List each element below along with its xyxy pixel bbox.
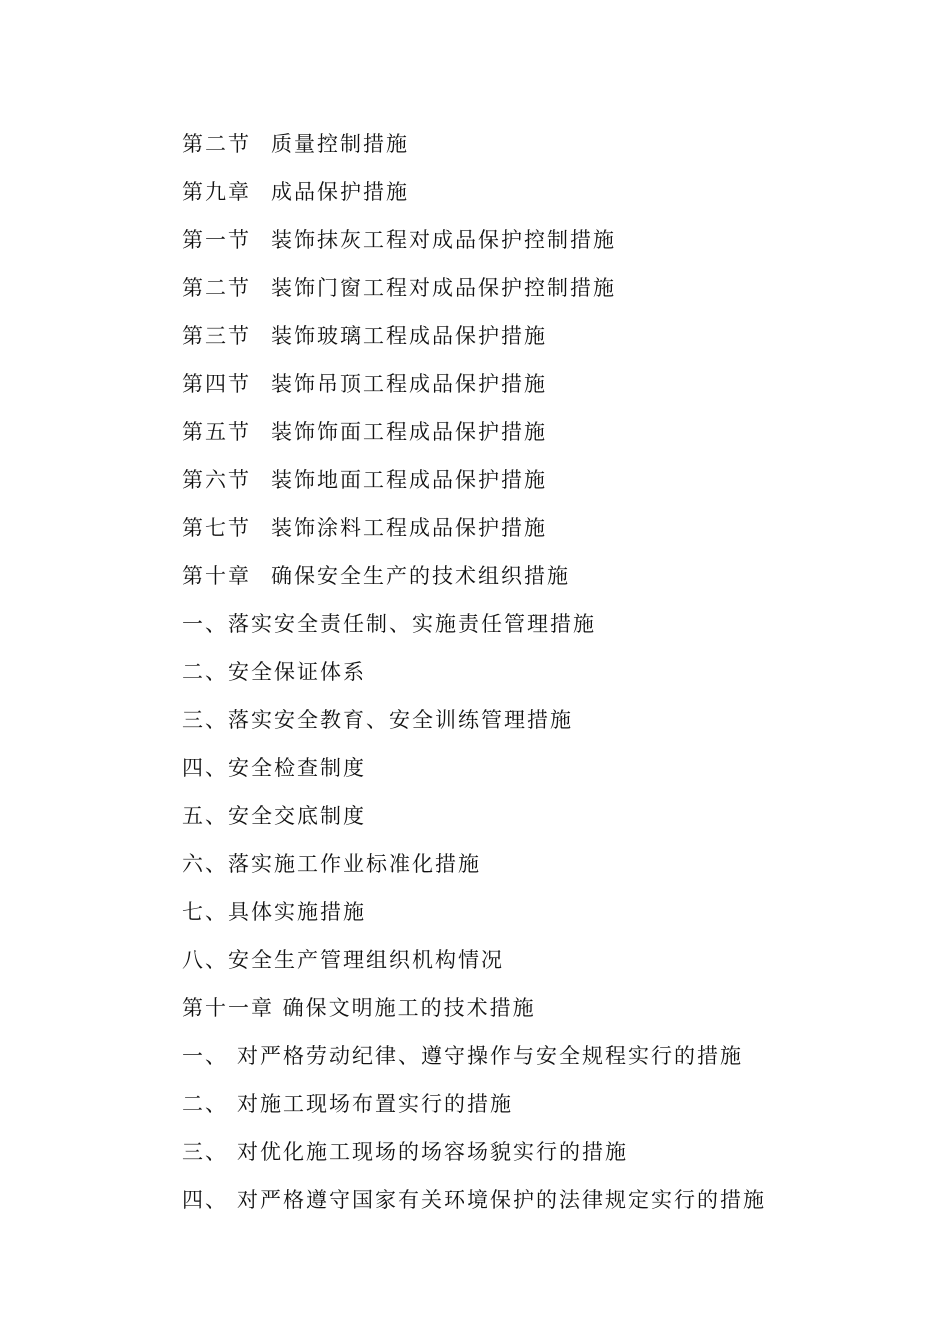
toc-entry-title: 装饰玻璃工程成品保护措施 — [271, 324, 547, 348]
toc-entry-number: 第六节 — [182, 468, 251, 492]
toc-entry — [182, 846, 882, 894]
toc-entry — [182, 750, 882, 798]
toc-entry — [182, 702, 882, 750]
toc-entry — [182, 414, 882, 462]
toc-entry-number: 第四节 — [182, 372, 251, 396]
toc-entry — [182, 366, 882, 414]
toc-entry-title: 二、安全保证体系 — [182, 660, 366, 684]
toc-entry-number: 第一节 — [182, 228, 251, 252]
toc-entry-number: 三、 — [182, 1140, 228, 1164]
toc-entry-title: 第十一章 确保文明施工的技术措施 — [182, 996, 536, 1020]
toc-entry — [182, 894, 882, 942]
toc-entry-number: 第三节 — [182, 324, 251, 348]
toc-entry-number: 第十章 — [182, 564, 251, 588]
toc-entry — [182, 942, 882, 990]
toc-entry — [182, 558, 882, 606]
toc-entry-number: 第二节 — [182, 276, 251, 300]
toc-entry — [182, 126, 882, 174]
toc-entry-title: 七、具体实施措施 — [182, 900, 366, 924]
toc-entry — [182, 462, 882, 510]
toc-entry-number: 二、 — [182, 1092, 228, 1116]
toc-entry — [182, 990, 882, 1038]
table-of-contents — [182, 126, 882, 1230]
toc-entry — [182, 1182, 882, 1230]
toc-entry-title: 成品保护措施 — [271, 180, 409, 204]
toc-entry-title: 对优化施工现场的场容场貌实行的措施 — [237, 1140, 628, 1164]
toc-entry-title: 质量控制措施 — [271, 132, 409, 156]
toc-entry — [182, 318, 882, 366]
toc-entry — [182, 1086, 882, 1134]
toc-entry-title: 一、落实安全责任制、实施责任管理措施 — [182, 612, 596, 636]
toc-entry-title: 确保安全生产的技术组织措施 — [271, 564, 570, 588]
toc-entry — [182, 174, 882, 222]
toc-entry-number: 第七节 — [182, 516, 251, 540]
toc-entry-title: 六、落实施工作业标准化措施 — [182, 852, 481, 876]
toc-entry-title: 装饰门窗工程对成品保护控制措施 — [271, 276, 616, 300]
toc-entry — [182, 654, 882, 702]
toc-entry-title: 对施工现场布置实行的措施 — [237, 1092, 513, 1116]
toc-entry — [182, 606, 882, 654]
toc-entry-number: 第二节 — [182, 132, 251, 156]
toc-entry-title: 八、安全生产管理组织机构情况 — [182, 948, 504, 972]
toc-entry-number: 第九章 — [182, 180, 251, 204]
toc-entry — [182, 222, 882, 270]
toc-entry — [182, 1038, 882, 1086]
toc-entry-number: 一、 — [182, 1044, 228, 1068]
toc-entry-title: 三、落实安全教育、安全训练管理措施 — [182, 708, 573, 732]
toc-entry-title: 四、安全检查制度 — [182, 756, 366, 780]
toc-entry-number: 第五节 — [182, 420, 251, 444]
toc-entry — [182, 270, 882, 318]
toc-entry — [182, 1134, 882, 1182]
toc-entry-title: 装饰饰面工程成品保护措施 — [271, 420, 547, 444]
toc-entry-title: 装饰吊顶工程成品保护措施 — [271, 372, 547, 396]
toc-entry — [182, 798, 882, 846]
toc-entry — [182, 510, 882, 558]
toc-entry-title: 装饰涂料工程成品保护措施 — [271, 516, 547, 540]
toc-entry-title: 装饰地面工程成品保护措施 — [271, 468, 547, 492]
toc-entry-number: 四、 — [182, 1188, 228, 1212]
toc-entry-title: 五、安全交底制度 — [182, 804, 366, 828]
toc-entry-title: 对严格劳动纪律、遵守操作与安全规程实行的措施 — [237, 1044, 743, 1068]
toc-entry-title: 装饰抹灰工程对成品保护控制措施 — [271, 228, 616, 252]
toc-entry-title: 对严格遵守国家有关环境保护的法律规定实行的措施 — [237, 1188, 766, 1212]
